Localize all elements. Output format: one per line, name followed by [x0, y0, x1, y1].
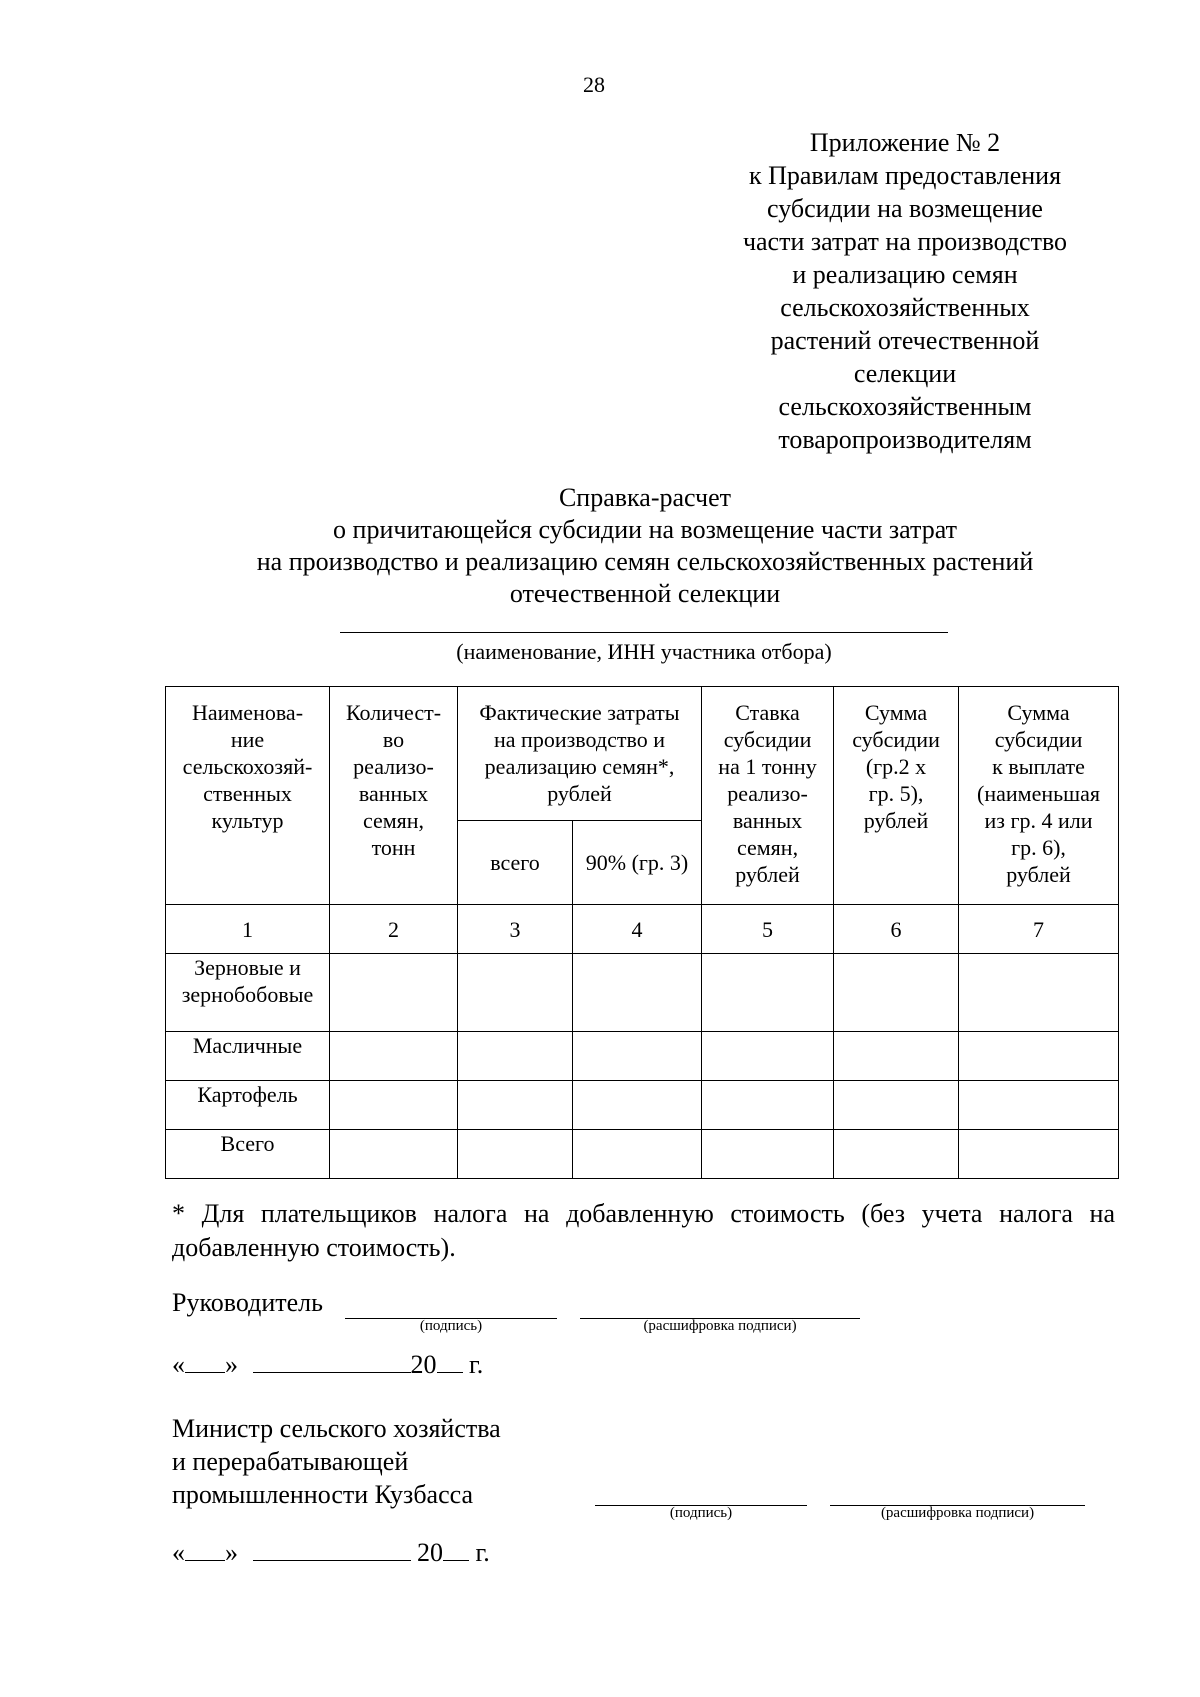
- table-cell[interactable]: [573, 1130, 702, 1179]
- participant-name-caption: (наименование, ИНН участника отбора): [456, 639, 832, 664]
- table-row: [166, 954, 1119, 1032]
- appendix-line: селекции: [853, 359, 957, 388]
- table-cell[interactable]: [573, 1032, 702, 1081]
- table-cell[interactable]: [573, 954, 702, 1032]
- appendix-line: товаропроизводителям: [778, 425, 1032, 454]
- table-cell[interactable]: [458, 954, 573, 1032]
- year-blank[interactable]: [443, 1540, 469, 1561]
- row-label-total: Всего: [166, 1130, 330, 1179]
- month-blank[interactable]: [253, 1352, 411, 1373]
- appendix-line: растений отечественной: [770, 326, 1040, 355]
- table-cell[interactable]: [959, 954, 1119, 1032]
- date-open-quote: «: [172, 1538, 185, 1567]
- row-label-grains: Зерновые и зернобобовые: [166, 954, 330, 1032]
- table-cell[interactable]: [458, 1081, 573, 1130]
- minister-line: промышленности Кузбасса: [172, 1480, 474, 1509]
- column-number: 1: [166, 905, 330, 954]
- page-number: 28: [583, 72, 605, 97]
- title-line: на производство и реализацию семян сельскохозяйственных растений: [256, 547, 1034, 576]
- table-cell[interactable]: [330, 1032, 458, 1081]
- vat-footnote: * Для плательщиков налога на добавленную стоимость (без учета налога на добавленную стоимость).: [172, 1199, 1115, 1262]
- minister-title: [172, 1412, 501, 1511]
- title-line: о причитающейся субсидии на возмещение части затрат: [333, 515, 957, 544]
- header-crop-name: Наименова- ние сельскохозяй- ственных культур: [166, 687, 330, 905]
- day-blank[interactable]: [185, 1540, 225, 1561]
- title-line: Справка-расчет: [558, 483, 732, 512]
- year-prefix: 20: [410, 1538, 443, 1567]
- year-blank[interactable]: [437, 1352, 463, 1373]
- appendix-line: Приложение № 2: [809, 128, 1001, 157]
- table-row: [166, 1081, 1119, 1130]
- table-cell[interactable]: [959, 1032, 1119, 1081]
- header-quantity: Количест- во реализо- ванных семян, тонн: [330, 687, 458, 905]
- document-title: [160, 482, 1130, 610]
- title-line: отечественной селекции: [509, 579, 781, 608]
- header-subsidy-rate: Ставка субсидии на 1 тонну реализо- ванных семян, рублей: [702, 687, 834, 905]
- table-cell[interactable]: [330, 1081, 458, 1130]
- column-number: 3: [458, 905, 573, 954]
- header-subsidy-payout: Сумма субсидии к выплате (наименьшая из гр. 4 или гр. 6), рублей: [959, 687, 1119, 905]
- date-close-quote: »: [225, 1350, 238, 1379]
- appendix-line: сельскохозяйственным: [778, 392, 1032, 421]
- table-row: [166, 1130, 1119, 1179]
- table-cell[interactable]: [702, 1032, 834, 1081]
- date-close-quote: »: [225, 1538, 238, 1567]
- year-suffix: г.: [469, 1538, 490, 1567]
- date-field-1: [172, 1350, 483, 1380]
- table-cell[interactable]: [458, 1130, 573, 1179]
- table-cell[interactable]: [834, 1032, 959, 1081]
- header-costs-90-percent: 90% (гр. 3): [573, 821, 702, 905]
- column-number-row: [166, 905, 1119, 954]
- minister-signature-caption: (подпись): [669, 1505, 733, 1521]
- table-cell[interactable]: [573, 1081, 702, 1130]
- column-number: 6: [834, 905, 959, 954]
- table-cell[interactable]: [702, 954, 834, 1032]
- participant-name-line[interactable]: [340, 632, 948, 633]
- minister-line: Министр сельского хозяйства: [172, 1414, 501, 1443]
- table-cell[interactable]: [458, 1032, 573, 1081]
- table-cell[interactable]: [834, 1081, 959, 1130]
- header-subsidy-amount: Сумма субсидии (гр.2 х гр. 5), рублей: [834, 687, 959, 905]
- head-decoding-caption: (расшифровка подписи): [643, 1318, 797, 1334]
- row-label-potato: Картофель: [166, 1081, 330, 1130]
- day-blank[interactable]: [185, 1352, 225, 1373]
- table-cell[interactable]: [834, 954, 959, 1032]
- column-number: 4: [573, 905, 702, 954]
- row-label-oilseeds: Масличные: [166, 1032, 330, 1081]
- date-field-2: [172, 1538, 490, 1568]
- appendix-line: части затрат на производство: [742, 227, 1068, 256]
- column-number: 7: [959, 905, 1119, 954]
- year-suffix: г.: [462, 1350, 484, 1379]
- table-cell[interactable]: [959, 1130, 1119, 1179]
- minister-decoding-caption: (расшифровка подписи): [880, 1505, 1035, 1521]
- header-costs-total: всего: [458, 821, 573, 905]
- table-cell[interactable]: [959, 1081, 1119, 1130]
- minister-line: и перерабатывающей: [172, 1447, 409, 1476]
- table-cell[interactable]: [834, 1130, 959, 1179]
- appendix-line: сельскохозяйственных: [780, 293, 1030, 322]
- appendix-line: к Правилам предоставления: [748, 161, 1062, 190]
- head-signature-caption: (подпись): [419, 1318, 483, 1334]
- date-open-quote: «: [172, 1350, 185, 1379]
- column-number: 2: [330, 905, 458, 954]
- appendix-line: субсидии на возмещение: [767, 194, 1043, 223]
- year-prefix: 20: [410, 1350, 437, 1379]
- table-cell[interactable]: [330, 954, 458, 1032]
- header-actual-costs: Фактические затраты на производство и реализацию семян*, рублей: [458, 687, 702, 821]
- month-blank[interactable]: [253, 1540, 411, 1561]
- head-label: Руководитель: [172, 1288, 323, 1317]
- column-number: 5: [702, 905, 834, 954]
- appendix-header: [700, 126, 1110, 456]
- table-cell[interactable]: [702, 1081, 834, 1130]
- calculation-table: [165, 686, 1119, 1179]
- appendix-line: и реализацию семян: [792, 260, 1018, 289]
- table-cell[interactable]: [702, 1130, 834, 1179]
- table-cell[interactable]: [330, 1130, 458, 1179]
- table-row: [166, 1032, 1119, 1081]
